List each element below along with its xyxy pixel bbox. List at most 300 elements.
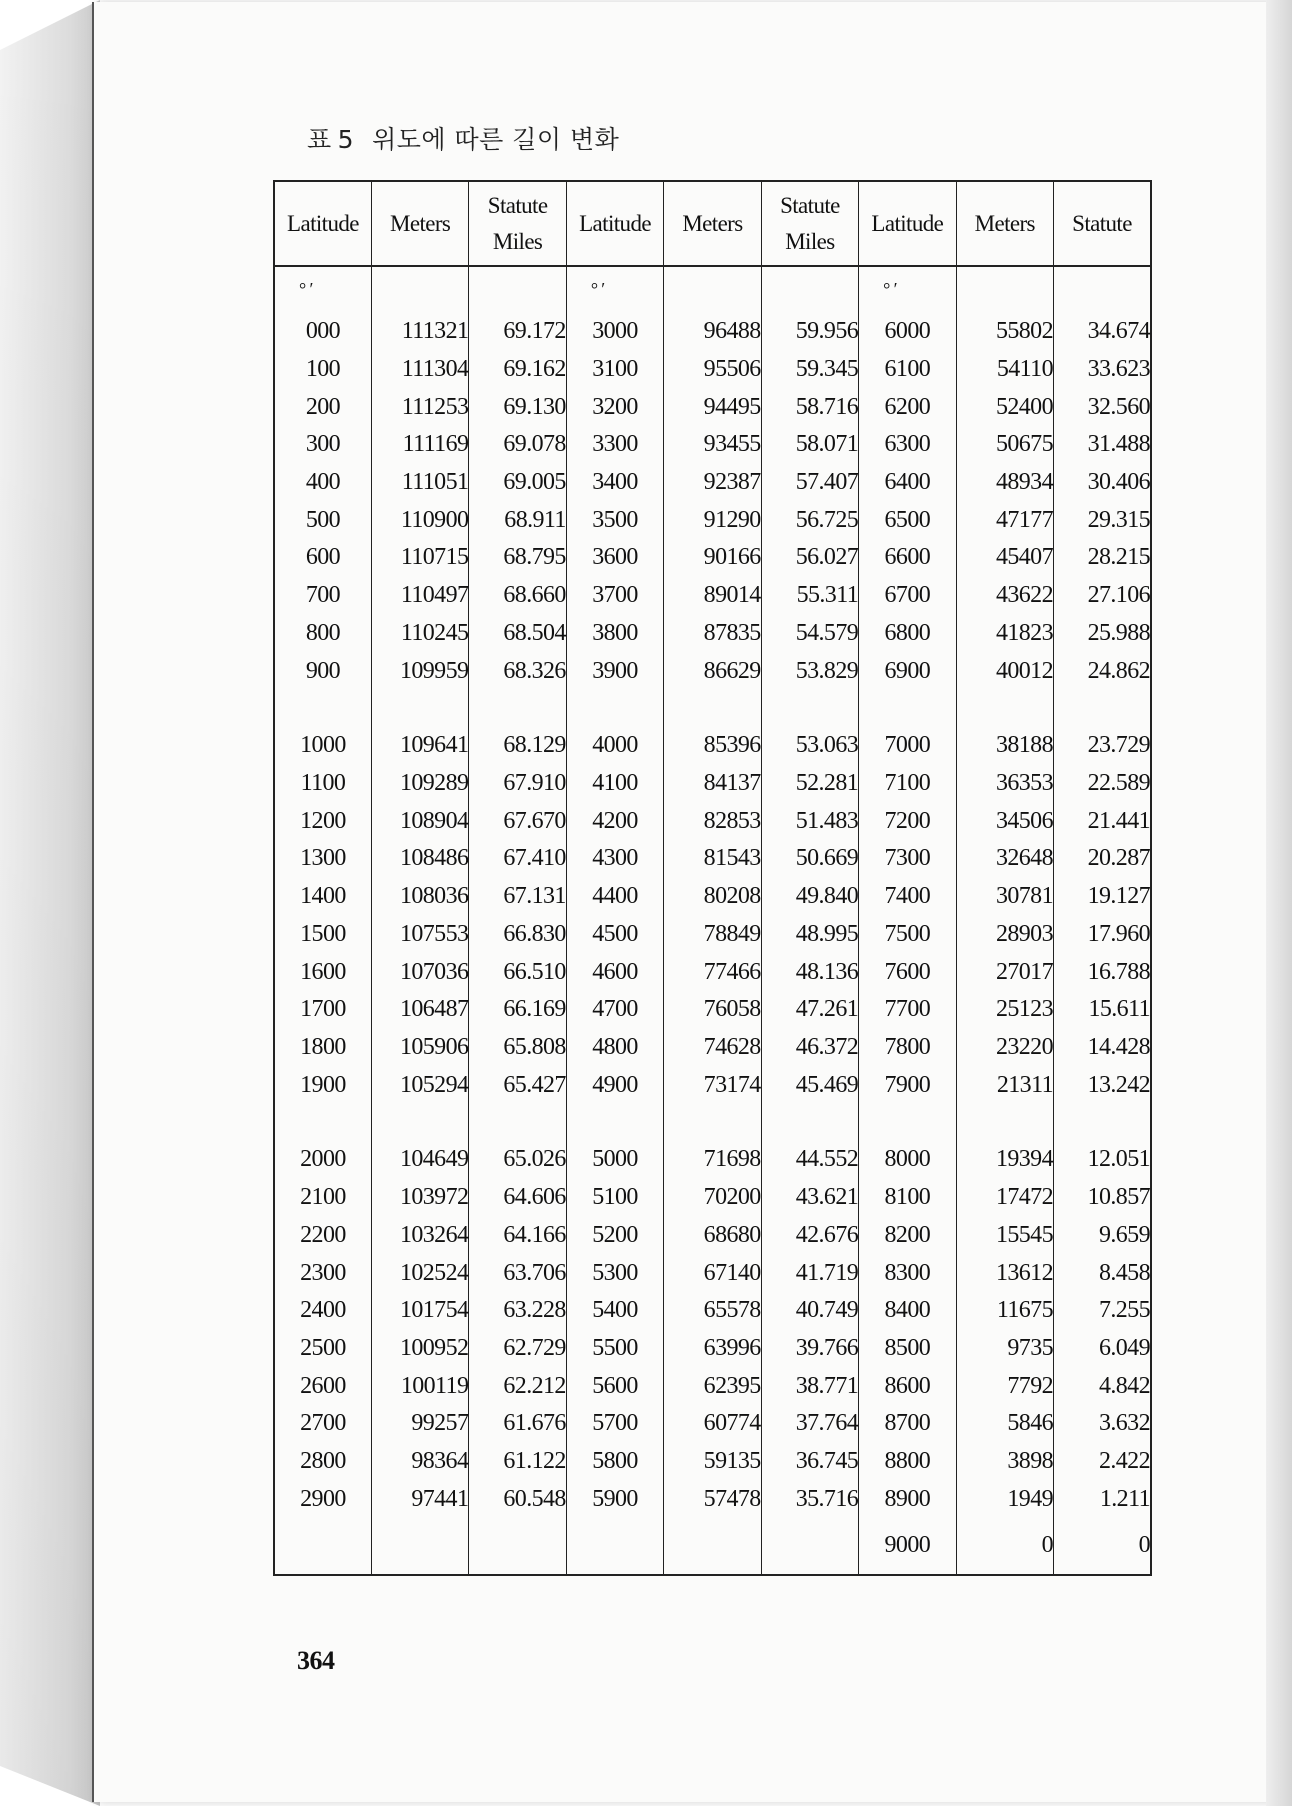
table-cell: 111169 [371, 426, 468, 464]
table-cell: 6000 [859, 313, 956, 351]
table-cell: 45.469 [761, 1067, 858, 1105]
table-cell: 63.228 [469, 1292, 566, 1330]
table-cell: 27017 [956, 953, 1053, 991]
table-row [274, 313, 1151, 351]
table-cell: 86629 [664, 652, 761, 690]
table-cell: 32648 [956, 840, 1053, 878]
table-cell: 200 [274, 389, 371, 427]
table-cell: 102524 [371, 1254, 468, 1292]
table-cell: 109641 [371, 727, 468, 765]
table-cell: 8000 [859, 1141, 956, 1179]
column-header [956, 181, 1053, 266]
empty-cell [761, 690, 858, 727]
empty-cell [859, 1104, 956, 1141]
table-cell: 7500 [859, 916, 956, 954]
column-header-line: Statute [1072, 210, 1132, 236]
table-row [274, 1141, 1151, 1179]
table-cell: 8100 [859, 1179, 956, 1217]
table-cell: 62.212 [469, 1368, 566, 1406]
empty-cell [469, 690, 566, 727]
table-cell: 61.676 [469, 1405, 566, 1443]
empty-cell [1054, 266, 1152, 313]
table-cell: 24.862 [1054, 652, 1152, 690]
table-cell: 68680 [664, 1217, 761, 1255]
table-cell: 7792 [956, 1368, 1053, 1406]
table-cell: 3800 [566, 615, 663, 653]
table-cell: 29.315 [1054, 502, 1152, 540]
table-cell: 9000 [859, 1518, 956, 1575]
table-cell: 35.716 [761, 1481, 858, 1519]
table-cell: 101754 [371, 1292, 468, 1330]
table-cell: 23220 [956, 1029, 1053, 1067]
table-cell: 5900 [566, 1481, 663, 1519]
table-cell: 3898 [956, 1443, 1053, 1481]
table-cell: 71698 [664, 1141, 761, 1179]
table-cell: 38.771 [761, 1368, 858, 1406]
table-cell: 43.621 [761, 1179, 858, 1217]
table-cell: 111304 [371, 351, 468, 389]
table-cell: 4700 [566, 991, 663, 1029]
page-right-edge [1266, 0, 1292, 1806]
column-header [761, 181, 858, 266]
table-cell: 5400 [566, 1292, 663, 1330]
table-cell: 2500 [274, 1330, 371, 1368]
empty-cell [1054, 1104, 1152, 1141]
empty-cell [371, 266, 468, 313]
table-cell: 3.632 [1054, 1405, 1152, 1443]
table-cell: 5500 [566, 1330, 663, 1368]
table-cell: 37.764 [761, 1405, 858, 1443]
table-cell: 2300 [274, 1254, 371, 1292]
table-cell: 5700 [566, 1405, 663, 1443]
empty-cell [761, 266, 858, 313]
table-cell: 67140 [664, 1254, 761, 1292]
table-caption [307, 120, 619, 156]
table-cell: 56.027 [761, 539, 858, 577]
table-cell: 6800 [859, 615, 956, 653]
table-cell: 6200 [859, 389, 956, 427]
table-row [274, 539, 1151, 577]
column-header-line: Statute [487, 192, 548, 218]
table-row [274, 1481, 1151, 1519]
table-cell: 70200 [664, 1179, 761, 1217]
table-cell: 8900 [859, 1481, 956, 1519]
empty-cell [371, 1104, 468, 1141]
table-cell: 100952 [371, 1330, 468, 1368]
table-cell: 3300 [566, 426, 663, 464]
table-cell: 8500 [859, 1330, 956, 1368]
table-row [274, 1330, 1151, 1368]
table-cell: 95506 [664, 351, 761, 389]
table-cell: 81543 [664, 840, 761, 878]
table-cell: 7100 [859, 765, 956, 803]
empty-cell [664, 690, 761, 727]
table-cell: 28903 [956, 916, 1053, 954]
caption-label: 표 [307, 125, 332, 154]
table-cell: 8.458 [1054, 1254, 1152, 1292]
table-cell: 7400 [859, 878, 956, 916]
table-cell: 3100 [566, 351, 663, 389]
table-cell: 36353 [956, 765, 1053, 803]
table-cell: 4900 [566, 1067, 663, 1105]
table-cell: 105294 [371, 1067, 468, 1105]
table-cell: 6.049 [1054, 1330, 1152, 1368]
table-cell: 7900 [859, 1067, 956, 1105]
table-cell: 64.606 [469, 1179, 566, 1217]
degree-minute-symbol: ° ′ [566, 266, 663, 313]
table-cell: 63996 [664, 1330, 761, 1368]
table-cell: 800 [274, 615, 371, 653]
column-header [566, 181, 663, 266]
degree-minute-symbol: ° ′ [274, 266, 371, 313]
table-cell: 900 [274, 652, 371, 690]
table-cell: 59.345 [761, 351, 858, 389]
table-row [274, 351, 1151, 389]
table-cell: 6600 [859, 539, 956, 577]
table-cell: 8600 [859, 1368, 956, 1406]
table-cell: 53.829 [761, 652, 858, 690]
table-cell: 1700 [274, 991, 371, 1029]
table-cell: 1500 [274, 916, 371, 954]
empty-cell [664, 266, 761, 313]
table-cell: 100119 [371, 1368, 468, 1406]
table-cell: 97441 [371, 1481, 468, 1519]
table-row [274, 727, 1151, 765]
table-cell: 2400 [274, 1292, 371, 1330]
table-row [274, 1405, 1151, 1443]
table-cell: 7000 [859, 727, 956, 765]
table-cell [664, 1518, 761, 1575]
table-cell: 1949 [956, 1481, 1053, 1519]
table-cell: 8200 [859, 1217, 956, 1255]
table-cell: 67.910 [469, 765, 566, 803]
table-cell: 80208 [664, 878, 761, 916]
table-cell: 3900 [566, 652, 663, 690]
units-row [274, 266, 1151, 313]
table-cell: 66.169 [469, 991, 566, 1029]
empty-cell [274, 690, 371, 727]
table-cell: 94495 [664, 389, 761, 427]
table-cell [274, 1518, 371, 1575]
table-row [274, 1029, 1151, 1067]
table-cell: 110245 [371, 615, 468, 653]
table-cell: 55802 [956, 313, 1053, 351]
table-cell: 0 [956, 1518, 1053, 1575]
caption-title: 위도에 따른 길이 변화 [372, 125, 620, 154]
spacer-row [274, 1104, 1151, 1141]
column-header-line: Meters [390, 210, 451, 236]
table-cell: 57.407 [761, 464, 858, 502]
table-cell: 4800 [566, 1029, 663, 1067]
empty-cell [274, 1104, 371, 1141]
column-header-line: Latitude [287, 210, 359, 236]
table-cell: 43622 [956, 577, 1053, 615]
table-row [274, 1292, 1151, 1330]
table-cell: 68.795 [469, 539, 566, 577]
table-cell: 108486 [371, 840, 468, 878]
table-cell: 105906 [371, 1029, 468, 1067]
column-header-line: Meters [974, 210, 1035, 236]
table-cell: 4400 [566, 878, 663, 916]
table-cell: 3400 [566, 464, 663, 502]
column-header [664, 181, 761, 266]
empty-cell [566, 690, 663, 727]
table-cell: 85396 [664, 727, 761, 765]
latitude-length-table [273, 180, 1152, 1576]
table-cell: 5100 [566, 1179, 663, 1217]
table-cell: 7200 [859, 803, 956, 841]
table-row [274, 615, 1151, 653]
table-cell: 98364 [371, 1443, 468, 1481]
table-cell: 5300 [566, 1254, 663, 1292]
table-cell: 107036 [371, 953, 468, 991]
column-header-line: Statute [780, 192, 840, 218]
table-cell: 48.136 [761, 953, 858, 991]
table-cell: 12.051 [1054, 1141, 1152, 1179]
table-cell: 20.287 [1054, 840, 1152, 878]
table-cell: 34.674 [1054, 313, 1152, 351]
table-cell: 700 [274, 577, 371, 615]
table-cell: 38188 [956, 727, 1053, 765]
table-cell: 4300 [566, 840, 663, 878]
table-cell: 50.669 [761, 840, 858, 878]
table-row [274, 1217, 1151, 1255]
table-cell: 42.676 [761, 1217, 858, 1255]
table-cell: 8800 [859, 1443, 956, 1481]
table-cell: 109959 [371, 652, 468, 690]
table-cell: 69.130 [469, 389, 566, 427]
table-cell: 104649 [371, 1141, 468, 1179]
table-cell: 59135 [664, 1443, 761, 1481]
table-cell: 47.261 [761, 991, 858, 1029]
table-cell: 4.842 [1054, 1368, 1152, 1406]
table-cell: 40.749 [761, 1292, 858, 1330]
table-cell: 47177 [956, 502, 1053, 540]
table-cell: 3000 [566, 313, 663, 351]
table-cell: 30781 [956, 878, 1053, 916]
empty-cell [761, 1104, 858, 1141]
table-cell: 69.005 [469, 464, 566, 502]
table-cell: 1800 [274, 1029, 371, 1067]
table-cell: 89014 [664, 577, 761, 615]
table-cell: 48.995 [761, 916, 858, 954]
table-cell: 3500 [566, 502, 663, 540]
table-cell: 15.611 [1054, 991, 1152, 1029]
table-cell: 73174 [664, 1067, 761, 1105]
table-cell: 300 [274, 426, 371, 464]
table-cell: 78849 [664, 916, 761, 954]
table-cell: 108036 [371, 878, 468, 916]
empty-cell [664, 1104, 761, 1141]
table-cell: 36.745 [761, 1443, 858, 1481]
book-spine-edge [0, 0, 100, 1806]
table-cell: 46.372 [761, 1029, 858, 1067]
table-cell: 64.166 [469, 1217, 566, 1255]
column-header-line: Latitude [579, 210, 651, 236]
table-cell: 19.127 [1054, 878, 1152, 916]
empty-cell [1054, 690, 1152, 727]
page-number: 364 [297, 1646, 335, 1675]
table-cell: 106487 [371, 991, 468, 1029]
table-cell: 1600 [274, 953, 371, 991]
table-row [274, 1518, 1151, 1575]
table-cell: 68.129 [469, 727, 566, 765]
table-cell: 7300 [859, 840, 956, 878]
table-cell: 4600 [566, 953, 663, 991]
table-cell: 14.428 [1054, 1029, 1152, 1067]
table-cell: 21311 [956, 1067, 1053, 1105]
table-cell: 48934 [956, 464, 1053, 502]
table-cell: 4100 [566, 765, 663, 803]
table-cell: 7.255 [1054, 1292, 1152, 1330]
table-cell: 1100 [274, 765, 371, 803]
table-cell: 51.483 [761, 803, 858, 841]
caption-number: 5 [337, 125, 355, 154]
column-header-line: Miles [785, 228, 835, 254]
table-cell: 65.427 [469, 1067, 566, 1105]
table-cell [469, 1518, 566, 1575]
table-cell: 87835 [664, 615, 761, 653]
table-cell: 54110 [956, 351, 1053, 389]
table-cell: 99257 [371, 1405, 468, 1443]
table-cell [761, 1518, 858, 1575]
table-row [274, 991, 1151, 1029]
table-row [274, 1254, 1151, 1292]
table-cell: 96488 [664, 313, 761, 351]
table-cell: 40012 [956, 652, 1053, 690]
table-cell: 108904 [371, 803, 468, 841]
table-cell: 17.960 [1054, 916, 1152, 954]
empty-cell [956, 266, 1053, 313]
table-cell: 2600 [274, 1368, 371, 1406]
table-cell: 92387 [664, 464, 761, 502]
table-cell: 1900 [274, 1067, 371, 1105]
table-cell: 1000 [274, 727, 371, 765]
table-cell: 65.808 [469, 1029, 566, 1067]
column-header [469, 181, 566, 266]
table-cell: 63.706 [469, 1254, 566, 1292]
table-cell: 58.716 [761, 389, 858, 427]
table-cell: 8400 [859, 1292, 956, 1330]
table-cell: 5000 [566, 1141, 663, 1179]
table-cell: 34506 [956, 803, 1053, 841]
empty-cell [469, 266, 566, 313]
table-cell: 2.422 [1054, 1443, 1152, 1481]
table-cell: 3700 [566, 577, 663, 615]
table-cell: 60774 [664, 1405, 761, 1443]
table-cell [371, 1518, 468, 1575]
table-cell: 000 [274, 313, 371, 351]
table-cell: 61.122 [469, 1443, 566, 1481]
table-cell: 6100 [859, 351, 956, 389]
table-cell: 74628 [664, 1029, 761, 1067]
table-row [274, 1179, 1151, 1217]
table-cell: 84137 [664, 765, 761, 803]
table-cell: 62395 [664, 1368, 761, 1406]
table-cell: 6500 [859, 502, 956, 540]
table-cell: 59.956 [761, 313, 858, 351]
table-cell: 400 [274, 464, 371, 502]
table-cell: 2100 [274, 1179, 371, 1217]
table-cell: 109289 [371, 765, 468, 803]
table-row [274, 765, 1151, 803]
table-cell: 7700 [859, 991, 956, 1029]
table-cell: 11675 [956, 1292, 1053, 1330]
table-cell: 111253 [371, 389, 468, 427]
table-cell: 49.840 [761, 878, 858, 916]
table-cell: 13.242 [1054, 1067, 1152, 1105]
degree-minute-symbol: ° ′ [859, 266, 956, 313]
table-cell: 65578 [664, 1292, 761, 1330]
table-cell: 52400 [956, 389, 1053, 427]
table-cell: 4000 [566, 727, 663, 765]
table-row [274, 1368, 1151, 1406]
table-cell: 41.719 [761, 1254, 858, 1292]
table-cell: 68.911 [469, 502, 566, 540]
table-cell: 103972 [371, 1179, 468, 1217]
table-cell: 2700 [274, 1405, 371, 1443]
column-header [371, 181, 468, 266]
table-cell: 19394 [956, 1141, 1053, 1179]
table-cell: 1300 [274, 840, 371, 878]
table-cell: 67.670 [469, 803, 566, 841]
table-row [274, 878, 1151, 916]
table-cell: 5846 [956, 1405, 1053, 1443]
table-cell: 2800 [274, 1443, 371, 1481]
table-cell: 9735 [956, 1330, 1053, 1368]
table-cell: 103264 [371, 1217, 468, 1255]
column-header-line: Miles [492, 228, 543, 254]
table-cell: 16.788 [1054, 953, 1152, 991]
table-cell: 28.215 [1054, 539, 1152, 577]
table-cell: 31.488 [1054, 426, 1152, 464]
table-cell: 23.729 [1054, 727, 1152, 765]
table-cell: 500 [274, 502, 371, 540]
table-cell: 100 [274, 351, 371, 389]
column-header-line: Latitude [871, 210, 944, 236]
table-cell: 53.063 [761, 727, 858, 765]
table-cell: 25123 [956, 991, 1053, 1029]
table-cell: 5800 [566, 1443, 663, 1481]
table-row [274, 652, 1151, 690]
table-row [274, 916, 1151, 954]
table-cell: 30.406 [1054, 464, 1152, 502]
table-cell: 2200 [274, 1217, 371, 1255]
table-cell: 66.830 [469, 916, 566, 954]
table-cell: 45407 [956, 539, 1053, 577]
table-cell: 52.281 [761, 765, 858, 803]
table-cell: 17472 [956, 1179, 1053, 1217]
table-cell [566, 1518, 663, 1575]
empty-cell [956, 690, 1053, 727]
table-cell: 110715 [371, 539, 468, 577]
table-cell: 67.410 [469, 840, 566, 878]
column-header [1054, 181, 1152, 266]
table-cell: 50675 [956, 426, 1053, 464]
table-cell: 62.729 [469, 1330, 566, 1368]
table-cell: 25.988 [1054, 615, 1152, 653]
table-cell: 27.106 [1054, 577, 1152, 615]
table-cell: 68.504 [469, 615, 566, 653]
table-cell: 41823 [956, 615, 1053, 653]
table-cell: 6300 [859, 426, 956, 464]
table-cell: 68.660 [469, 577, 566, 615]
table-cell: 66.510 [469, 953, 566, 991]
table-cell: 8700 [859, 1405, 956, 1443]
table-cell: 107553 [371, 916, 468, 954]
table-cell: 93455 [664, 426, 761, 464]
table-row [274, 1443, 1151, 1481]
